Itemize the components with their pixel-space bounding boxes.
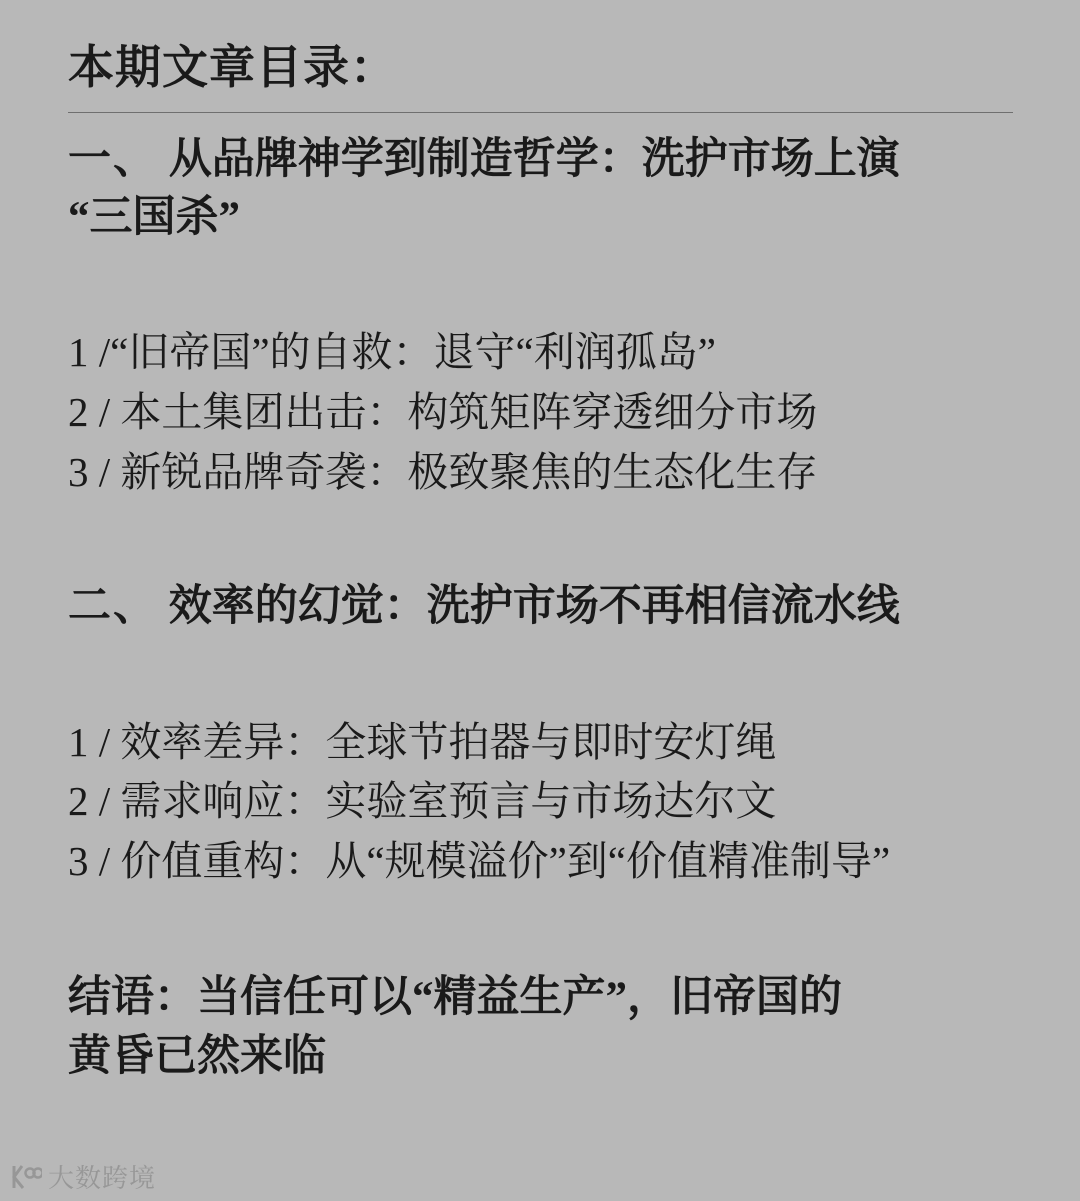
k-logo-icon bbox=[8, 1160, 42, 1194]
spacer bbox=[68, 247, 1018, 323]
section-two-heading bbox=[68, 578, 1018, 636]
section-one-number: 一、 bbox=[68, 135, 158, 183]
watermark bbox=[8, 1158, 156, 1195]
list-item: 3 / 价值重构：从“规模溢价”到“价值精准制导” bbox=[68, 838, 891, 885]
conclusion-line-1: 结语：当信任可以“精益生产”，旧帝国的 bbox=[68, 974, 842, 1022]
watermark-label: 大数跨境 bbox=[48, 1163, 157, 1193]
section-one-heading bbox=[68, 131, 1018, 247]
section-two-number: 二、 bbox=[68, 583, 158, 631]
spacer bbox=[68, 892, 1018, 968]
list-item: 2 / 本土集团出击：构筑矩阵穿透细分市场 bbox=[68, 388, 818, 435]
list-item: 1 / 效率差异：全球节拍器与即时安灯绳 bbox=[68, 718, 777, 765]
section-two bbox=[68, 578, 1018, 892]
section-one-heading-text: 从品牌神学到制造哲学：洗护市场上演 bbox=[158, 135, 900, 183]
title-divider bbox=[68, 112, 1013, 113]
conclusion-line-2: 黄昏已然来临 bbox=[68, 1033, 326, 1081]
section-two-items bbox=[68, 713, 1018, 893]
list-item: 2 / 需求响应：实验室预言与市场达尔文 bbox=[68, 778, 777, 825]
section-one-heading-text-2: “三国杀” bbox=[68, 193, 240, 241]
conclusion-paragraph bbox=[68, 968, 1018, 1087]
list-item: 3 / 新锐品牌奇袭：极致聚焦的生态化生存 bbox=[68, 448, 818, 495]
page-title: 本期文章目录： bbox=[68, 42, 397, 93]
section-one-items bbox=[68, 323, 1018, 503]
spacer bbox=[68, 637, 1018, 713]
list-item: 1 /“旧帝国”的自救：退守“利润孤岛” bbox=[68, 328, 716, 375]
spacer bbox=[68, 502, 1018, 578]
section-two-heading-text: 效率的幻觉：洗护市场不再相信流水线 bbox=[158, 583, 900, 631]
section-one bbox=[68, 131, 1018, 503]
